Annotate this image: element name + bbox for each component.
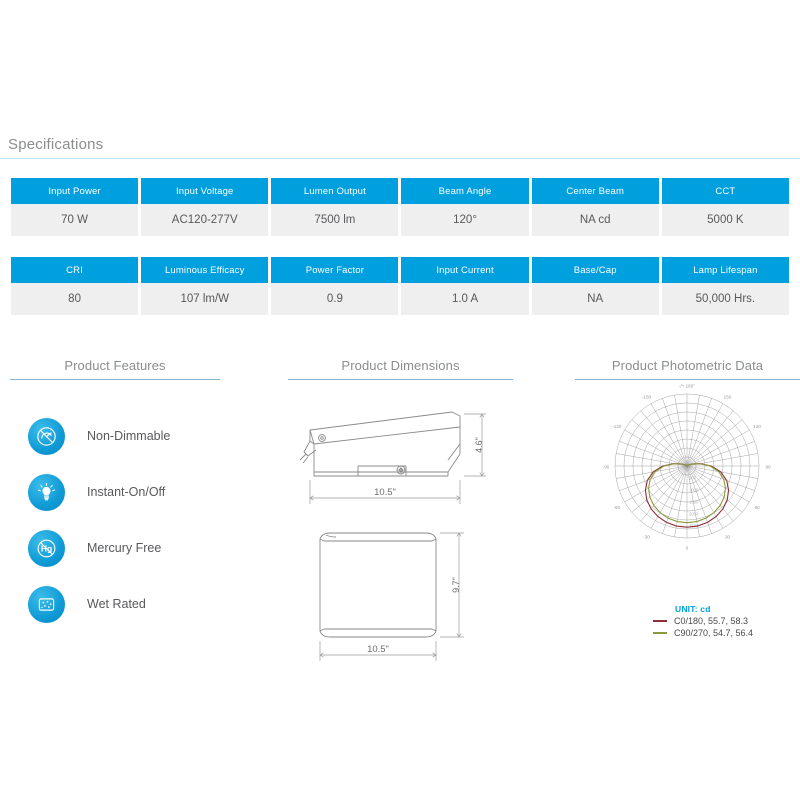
table-cell: 120° bbox=[401, 204, 528, 236]
product-photometric-title: Product Photometric Data bbox=[611, 358, 764, 373]
table-cell: 107 lm/W bbox=[141, 283, 268, 315]
specifications-table-2 bbox=[8, 257, 792, 315]
column-header: Input Voltage bbox=[141, 178, 268, 204]
product-features-rule bbox=[10, 379, 220, 380]
polar-angle-label: 120 bbox=[753, 423, 761, 429]
table-cell: NA cd bbox=[532, 204, 659, 236]
column-header: Center Beam bbox=[532, 178, 659, 204]
table-cell: 0.9 bbox=[271, 283, 398, 315]
table-row bbox=[11, 204, 789, 236]
polar-angle-label: -/+ 180° bbox=[678, 383, 696, 389]
product-dimensions-rule bbox=[288, 379, 513, 380]
product-dimensions-panel bbox=[288, 358, 513, 669]
dimension-drawings bbox=[288, 394, 513, 669]
polar-radial-label: 1500 bbox=[689, 499, 699, 505]
specifications-heading-rule bbox=[0, 158, 800, 159]
legend-label: C90/270, 54.7, 56.4 bbox=[674, 628, 754, 638]
legend-label: C0/180, 55.7, 58.3 bbox=[674, 616, 749, 626]
product-features-title: Product Features bbox=[64, 358, 166, 373]
table-cell: 80 bbox=[11, 283, 138, 315]
side-view-width-label: 10.5" bbox=[374, 487, 396, 498]
table-header-row bbox=[11, 257, 789, 283]
polar-diagram bbox=[575, 383, 800, 628]
feature-item-non-dimmable bbox=[10, 408, 220, 464]
mercury-free-icon bbox=[28, 530, 65, 567]
table-cell: 1.0 A bbox=[401, 283, 528, 315]
feature-label: Mercury Free bbox=[87, 541, 162, 555]
front-view-drawing bbox=[288, 519, 513, 664]
feature-item-instant-on-off bbox=[10, 464, 220, 520]
legend-item bbox=[653, 628, 753, 638]
polar-angle-label: 150 bbox=[723, 394, 732, 400]
legend-unit-label: UNIT: cd bbox=[675, 604, 711, 614]
polar-radial-label: 2500 bbox=[689, 523, 699, 529]
table-cell: 50,000 Hrs. bbox=[662, 283, 789, 315]
table-cell: NA bbox=[532, 283, 659, 315]
polar-angle-label: 30 bbox=[724, 534, 731, 540]
polar-angle-label: -30 bbox=[643, 534, 650, 540]
feature-label: Non-Dimmable bbox=[87, 429, 171, 443]
polar-angle-label: 60 bbox=[754, 504, 760, 510]
column-header: CRI bbox=[11, 257, 138, 283]
legend-item bbox=[653, 616, 753, 626]
svg-text:Hg: Hg bbox=[40, 543, 53, 554]
polar-angle-label: -90 bbox=[602, 464, 610, 470]
table-cell: AC120-277V bbox=[141, 204, 268, 236]
polar-angle-label: -150 bbox=[641, 394, 652, 400]
front-view-width-label: 10.5" bbox=[367, 644, 389, 655]
column-header: CCT bbox=[662, 178, 789, 204]
column-header: Luminous Efficacy bbox=[141, 257, 268, 283]
product-dimensions-title: Product Dimensions bbox=[341, 358, 460, 373]
table-cell: 70 W bbox=[11, 204, 138, 236]
front-view-height-label: 9.7" bbox=[451, 577, 461, 593]
feature-label: Instant-On/Off bbox=[87, 485, 166, 499]
feature-item-mercury-free bbox=[10, 520, 220, 576]
product-photometric-panel bbox=[575, 358, 800, 638]
column-header: Lumen Output bbox=[271, 178, 398, 204]
polar-radial-label: 2000 bbox=[689, 511, 699, 517]
feature-item-wet-rated bbox=[10, 576, 220, 632]
side-view-drawing bbox=[288, 394, 513, 514]
polar-angle-label: -120 bbox=[612, 423, 622, 429]
lightbulb-rays-icon bbox=[28, 474, 65, 511]
wet-rated-icon bbox=[28, 586, 65, 623]
polar-radial-label: 500 bbox=[689, 475, 696, 481]
legend-color-swatch bbox=[653, 620, 667, 623]
column-header: Beam Angle bbox=[401, 178, 528, 204]
photometric-legend bbox=[653, 604, 753, 638]
product-features-panel bbox=[10, 358, 220, 632]
table-cell: 5000 K bbox=[662, 204, 789, 236]
feature-list bbox=[10, 408, 220, 632]
specifications-section bbox=[0, 136, 800, 159]
polar-angle-label: 90 bbox=[765, 464, 771, 470]
table-cell: 7500 lm bbox=[271, 204, 398, 236]
polar-angle-label: 0 bbox=[685, 545, 689, 551]
product-photometric-rule bbox=[575, 379, 800, 380]
polar-radial-label: 1000 bbox=[689, 487, 699, 493]
table-row bbox=[11, 283, 789, 315]
no-dimmer-icon bbox=[28, 418, 65, 455]
column-header: Lamp Lifespan bbox=[662, 257, 789, 283]
specifications-table-1 bbox=[8, 178, 792, 236]
column-header: Input Current bbox=[401, 257, 528, 283]
polar-angle-label: -60 bbox=[613, 504, 621, 510]
column-header: Input Power bbox=[11, 178, 138, 204]
column-header: Base/Cap bbox=[532, 257, 659, 283]
table-header-row bbox=[11, 178, 789, 204]
polar-chart bbox=[575, 383, 800, 633]
specifications-heading: Specifications bbox=[8, 136, 104, 153]
feature-label: Wet Rated bbox=[87, 597, 146, 611]
side-view-height-label: 4.6" bbox=[474, 437, 484, 453]
column-header: Power Factor bbox=[271, 257, 398, 283]
legend-color-swatch bbox=[653, 632, 667, 635]
